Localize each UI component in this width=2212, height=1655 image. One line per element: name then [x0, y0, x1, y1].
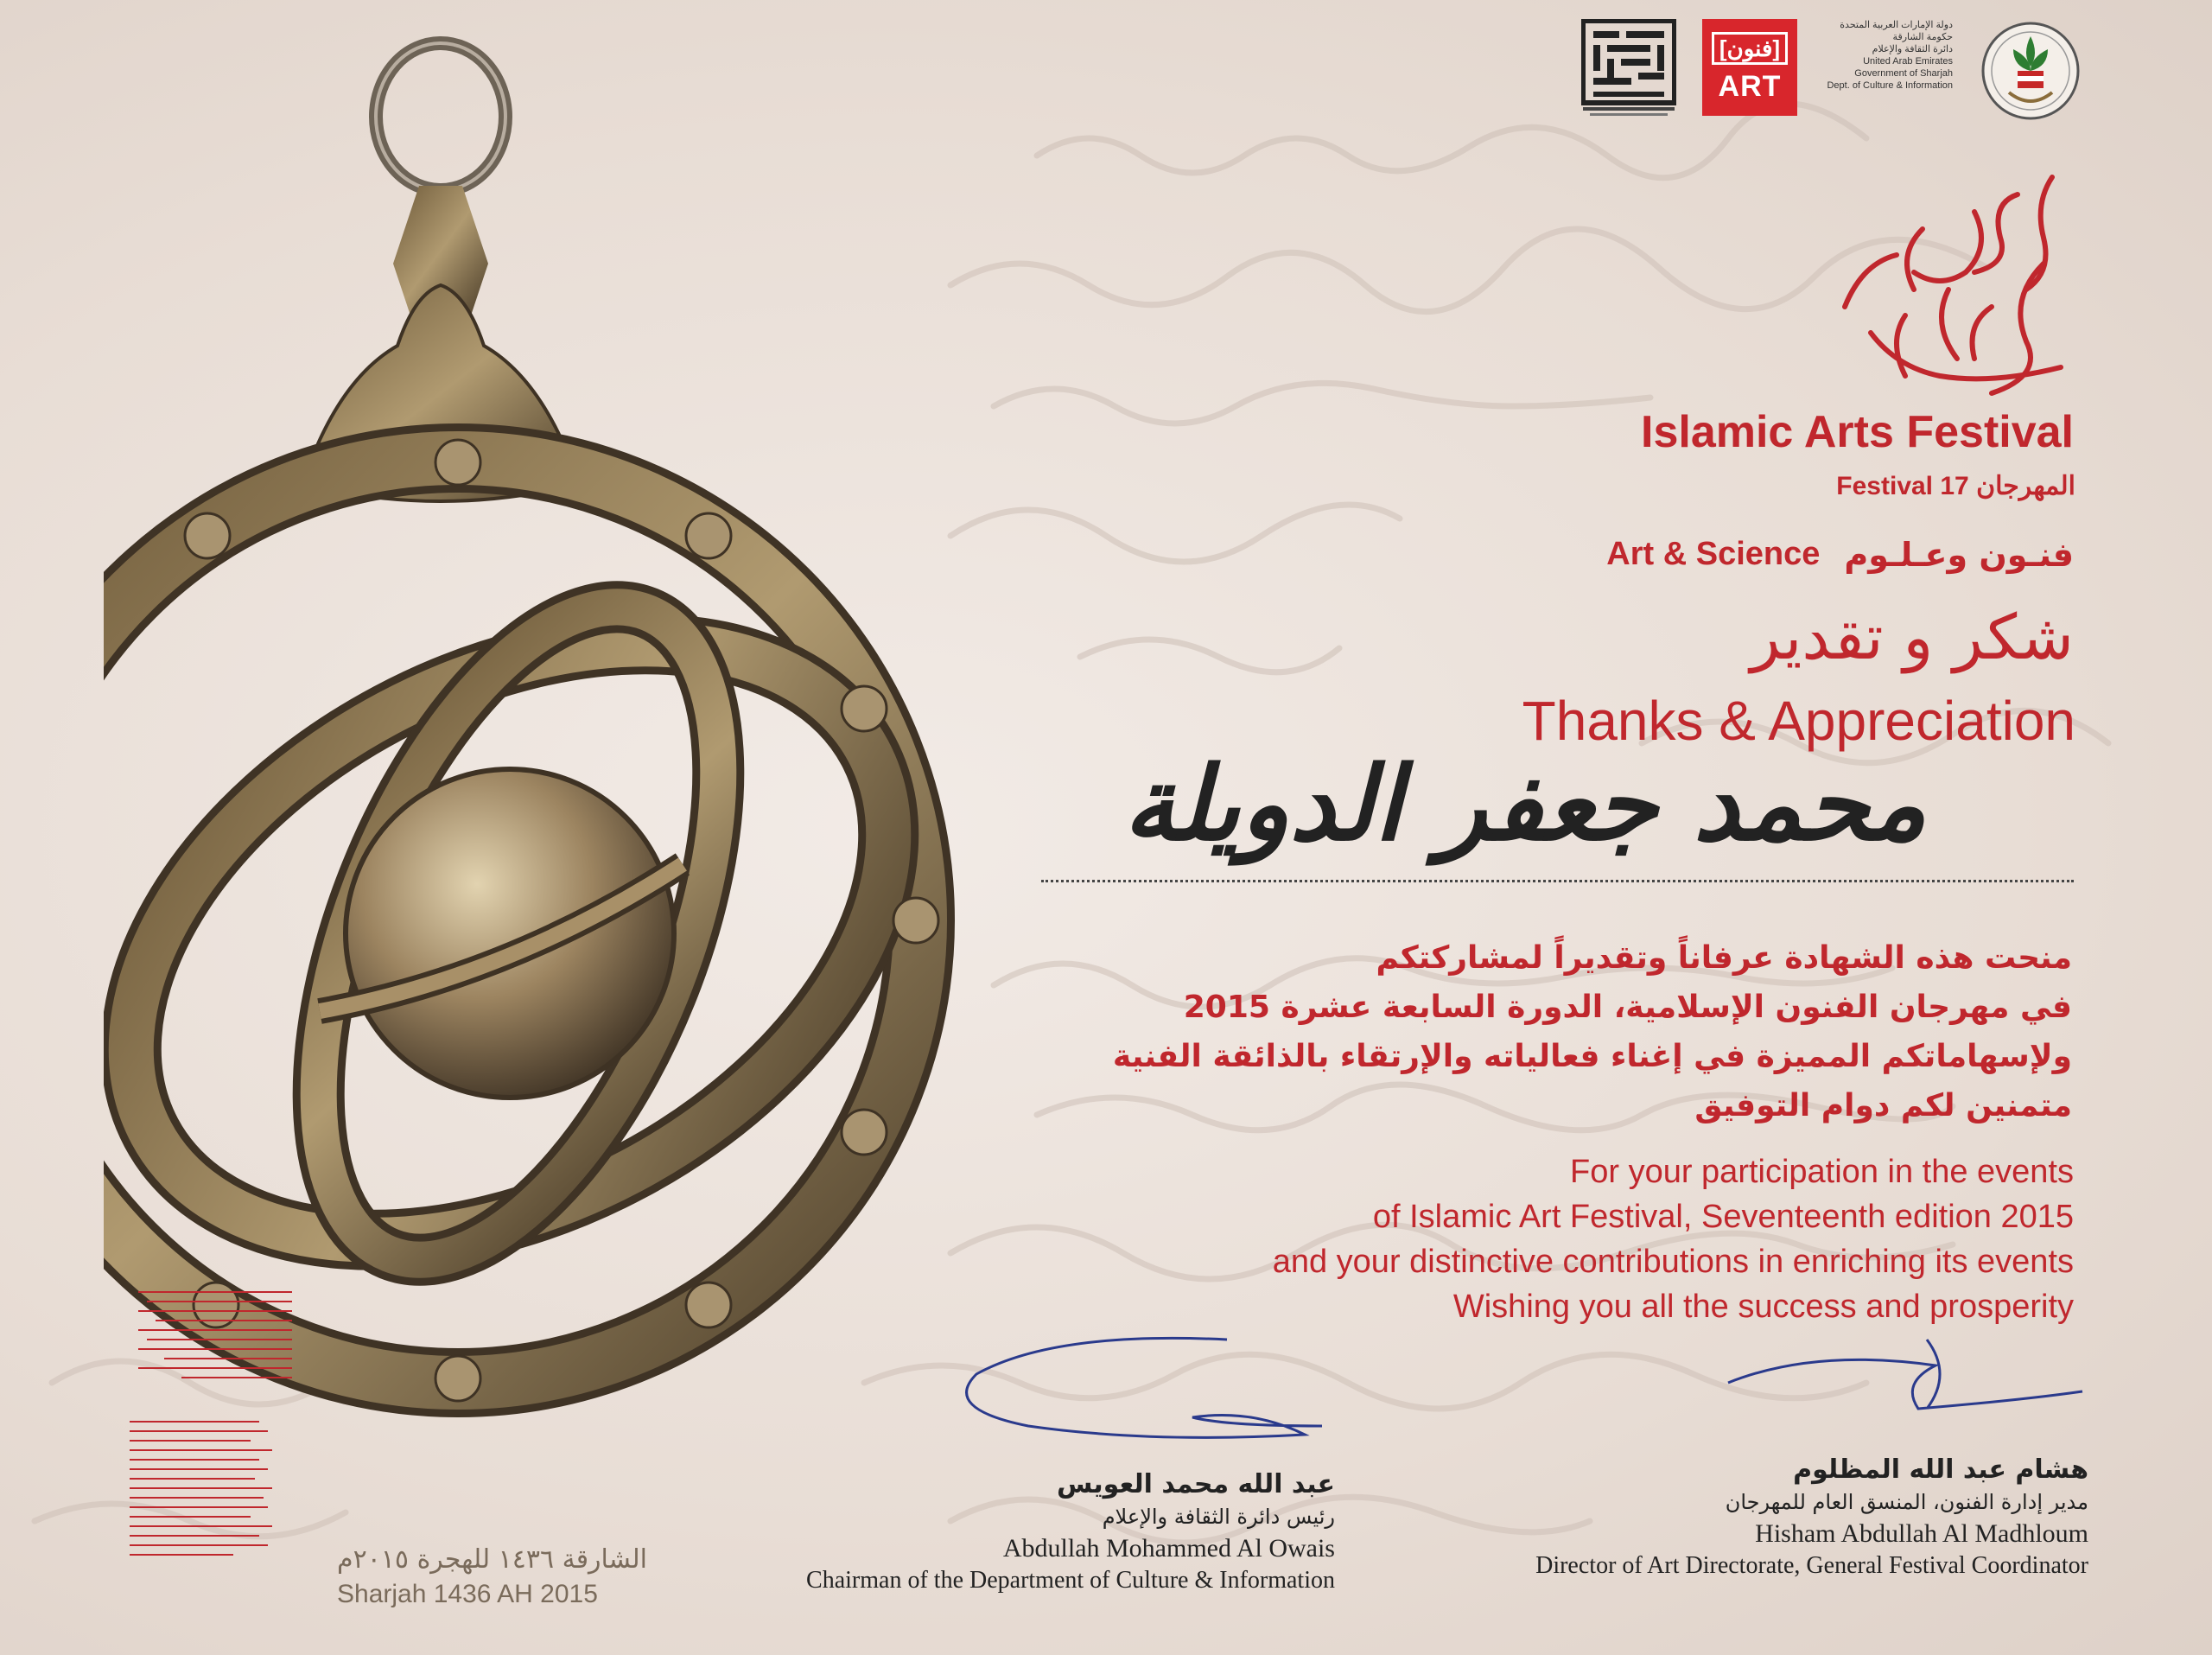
body-line-ar: منحت هذه الشهادة عرفاناً وتقديراً لمشاركتكم [1376, 940, 2072, 976]
signatory-role-ar: مدير إدارة الفنون، المنسق العام للمهرجان [1725, 1490, 2088, 1514]
body-line-en: and your distinctive contributions in enriching its events [1272, 1244, 2074, 1280]
illustration-caption-en [130, 1417, 276, 1571]
festival-edition [1836, 471, 2075, 501]
caption-text-block [130, 1288, 294, 1400]
body-line-en: For your participation in the events [1570, 1154, 2074, 1190]
festival-calligraphy-logo [1819, 160, 2078, 402]
heading-ar: شكر و تقدير [1750, 601, 2074, 673]
signatory-role-en: Chairman of the Department of Culture & Information [806, 1567, 1335, 1594]
gov-line: Dept. of Culture & Information [1827, 80, 1953, 91]
body-text-ar [1113, 933, 2072, 1130]
festival-theme [1606, 536, 2074, 574]
gov-line: دولة الإمارات العربية المتحدة [1840, 20, 1953, 30]
signatory-name-ar: هشام عبد الله المظلوم [1793, 1454, 2088, 1485]
gov-line: Government of Sharjah [1854, 68, 1953, 79]
name-dotted-line [1041, 880, 2074, 882]
heading-en: Thanks & Appreciation [1522, 690, 2075, 752]
festival-edition-en: Festival 17 [1836, 472, 1969, 500]
festival-title: Islamic Arts Festival [1641, 407, 2074, 457]
art-logo-en: ART [1718, 69, 1782, 103]
body-line-ar: ولإسهاماتكم المميزة في إغناء فعالياته والإرتقاء بالذائقة الفنية [1112, 1039, 2072, 1074]
signature-left [950, 1322, 1357, 1478]
body-line-ar: في مهرجان الفنون الإسلامية، الدورة السابعة عشرة 2015 [1183, 990, 2072, 1025]
signature-right [1702, 1331, 2108, 1452]
signatory-role-en: Director of Art Directorate, General Festival Coordinator [1535, 1552, 2088, 1579]
body-line-ar: متمنين لكم دوام التوفيق [1694, 1088, 2072, 1123]
signatory-madhloum [1535, 1454, 2088, 1580]
date-location [337, 1543, 647, 1612]
art-logo [1702, 19, 1797, 116]
illustration-caption-ar [130, 1288, 294, 1403]
sharjah-capital-logo [1581, 19, 1676, 118]
date-ar: الشارقة ١٤٣٦ للهجرة ٢٠١٥م [337, 1544, 647, 1575]
caption-text-block [130, 1417, 276, 1569]
signatory-name-en: Abdullah Mohammed Al Owais [1002, 1534, 1335, 1563]
signatory-name-en: Hisham Abdullah Al Madhloum [1755, 1519, 2088, 1548]
government-text [1823, 19, 1953, 92]
festival-edition-ar: المهرجان [1976, 472, 2075, 500]
art-logo-ar: [فنون] [1712, 32, 1788, 65]
recipient-name: محمد جعفر الدويلة [1123, 743, 1927, 863]
signatory-role-ar: رئيس دائرة الثقافة والإعلام [1102, 1505, 1335, 1529]
header-logos [1581, 19, 2082, 123]
body-text-en [1273, 1149, 2074, 1329]
date-en: Sharjah 1436 AH 2015 [337, 1580, 598, 1608]
gov-line: حكومة الشارقة [1892, 32, 1953, 42]
theme-en: Art & Science [1606, 536, 1821, 572]
gov-line: United Arab Emirates [1863, 56, 1953, 67]
gov-line: دائرة الثقافة والإعلام [1872, 44, 1953, 54]
signatory-owais [806, 1469, 1335, 1595]
body-line-en: Wishing you all the success and prosperity [1452, 1289, 2074, 1325]
sharjah-emblem [1979, 19, 2082, 123]
theme-ar: فنـون وعـلـوم [1844, 536, 2074, 574]
armillary-sphere-illustration [104, 17, 1063, 1417]
body-line-en: of Islamic Art Festival, Seventeenth edition 2015 [1372, 1199, 2074, 1235]
signatory-name-ar: عبد الله محمد العويس [1057, 1469, 1335, 1499]
